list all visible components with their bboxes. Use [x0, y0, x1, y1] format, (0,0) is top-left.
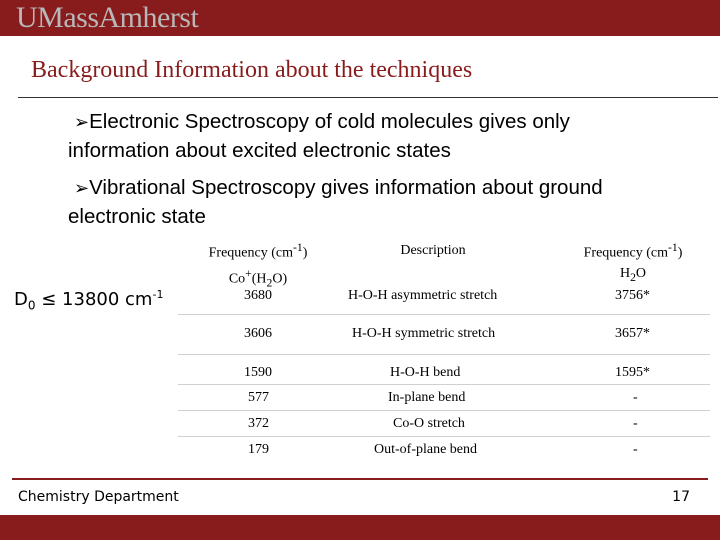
umass-amherst-logo: UMassAmherst [16, 1, 199, 34]
bullet-text: Electronic Spectroscopy of cold molecules gives only information about excited electronic states [68, 110, 570, 162]
cell-freq-complex: 3680 [244, 288, 272, 303]
bullet-text: Vibrational Spectroscopy gives information about ground electronic state [68, 176, 603, 228]
arrow-bullet-icon: ➢ [74, 178, 90, 199]
row-divider [178, 436, 710, 437]
cell-description: Co-O stretch [393, 416, 465, 431]
dissociation-energy-label [14, 284, 163, 317]
cell-description: H-O-H bend [390, 365, 461, 380]
title-box [18, 43, 718, 98]
d-symbol: D [14, 289, 28, 310]
header-freq-complex-line1: Frequency $(cm^{-1})$ [208, 241, 308, 261]
cell-freq-water: - [633, 390, 638, 405]
cell-freq-water: 3756* [615, 288, 650, 303]
d-relation: ≤ 13800 cm [41, 289, 153, 310]
header-freq-complex-line2: $Co^+(H_2O)$ [228, 266, 288, 290]
slide-title: Background Information about the techniques [31, 57, 473, 83]
d-exponent: -1 [152, 288, 164, 301]
cell-freq-complex: 3606 [244, 326, 272, 341]
footer-department: Chemistry Department [18, 489, 179, 505]
header-freq-water [538, 238, 720, 287]
header-freq-water-line1: Frequency $(cm^{-1})$ [583, 241, 683, 261]
header-freq-water-line2: $H_2O$ [619, 265, 647, 284]
page-number: 17 [672, 489, 690, 505]
footer-divider [12, 478, 708, 480]
cell-freq-water: - [633, 416, 638, 431]
d-subscript: 0 [27, 298, 36, 313]
row-divider [178, 354, 710, 355]
cell-freq-complex: 179 [248, 442, 269, 457]
header-description: Description [400, 243, 466, 258]
row-divider [178, 410, 710, 411]
cell-description: Out-of-plane bend [374, 442, 478, 457]
cell-freq-complex: 1590 [244, 365, 272, 380]
bullet-electronic-spectroscopy [68, 108, 668, 165]
bullet-vibrational-spectroscopy [68, 174, 668, 231]
header-freq-complex [178, 238, 338, 293]
arrow-bullet-icon: ➢ [74, 112, 90, 133]
cell-description: H-O-H symmetric stretch [352, 326, 496, 341]
row-divider [178, 384, 710, 385]
cell-description: H-O-H asymmetric stretch [348, 288, 498, 303]
cell-freq-complex: 577 [248, 390, 269, 405]
cell-freq-complex: 372 [248, 416, 269, 431]
cell-freq-water: - [633, 442, 638, 457]
cell-freq-water: 3657* [615, 326, 650, 341]
cell-description: In-plane bend [388, 390, 466, 405]
cell-freq-water: 1595* [615, 365, 650, 380]
header-bar [0, 0, 720, 36]
footer-bar [0, 515, 720, 540]
row-divider [178, 314, 710, 315]
vibrational-frequency-table [178, 236, 710, 464]
